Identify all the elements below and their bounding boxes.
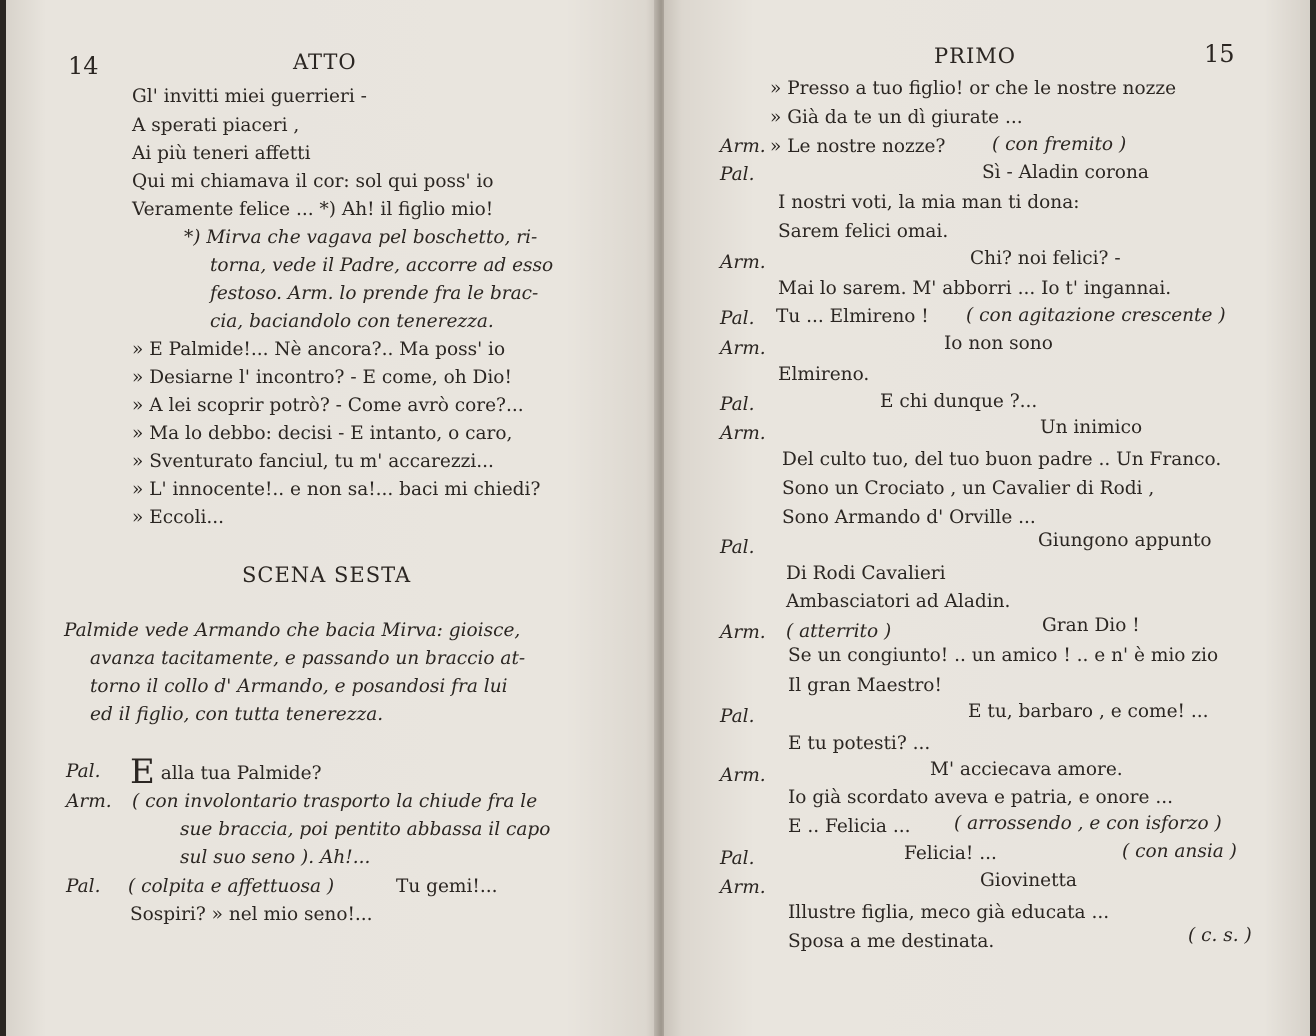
verse-line: Sarem felici omai. xyxy=(778,221,949,242)
stage-direction: cia, baciandolo con tenerezza. xyxy=(210,311,494,332)
dialogue-text: Giovinetta xyxy=(980,870,1077,891)
speaker-label: Arm. xyxy=(720,622,766,643)
stage-direction: festoso. Arm. lo prende fra le brac- xyxy=(210,283,539,304)
speaker-label: Pal. xyxy=(720,164,755,185)
dialogue-text: Sospiri? » nel mio seno!... xyxy=(130,904,373,925)
stage-direction: *) Mirva che vagava pel boschetto, ri- xyxy=(184,227,538,248)
verse-line: Qui mi chiamava il cor: sol qui poss' io xyxy=(132,171,494,192)
dialogue-text: Tu gemi!... xyxy=(396,876,498,897)
verse-line: » Già da te un dì giurate ... xyxy=(770,107,1023,128)
right-page xyxy=(664,0,1310,1036)
dialogue-text: Io non sono xyxy=(944,333,1053,354)
stage-direction: ( c. s. ) xyxy=(1188,925,1252,946)
scene-title: SCENA SESTA xyxy=(242,563,412,587)
verse-line: » Ma lo debbo: decisi - E intanto, o caro, xyxy=(132,423,513,444)
stage-direction: torna, vede il Padre, accorre ad esso xyxy=(210,255,554,276)
drop-initial: E xyxy=(130,752,155,792)
speaker-label: Pal. xyxy=(720,308,755,329)
dialogue-text: » Le nostre nozze? xyxy=(770,136,946,157)
running-header: ATTO xyxy=(293,50,357,74)
verse-line: Mai lo sarem. M' abborri ... Io t' ingannai. xyxy=(778,278,1172,299)
verse-line: Gl' invitti miei guerrieri - xyxy=(132,86,367,107)
page-number: 15 xyxy=(1204,40,1235,68)
dialogue-text: E tu, barbaro , e come! ... xyxy=(968,701,1209,722)
speaker-label: Arm. xyxy=(720,765,766,786)
verse-line: Il gran Maestro! xyxy=(788,675,942,696)
verse-line: Ai più teneri affetti xyxy=(132,143,311,164)
scene-description: torno il collo d' Armando, e posandosi fra lui xyxy=(90,676,508,697)
verse-line: Di Rodi Cavalieri xyxy=(786,563,946,584)
stage-direction: ( con ansia ) xyxy=(1122,841,1237,862)
verse-line: E tu potesti? ... xyxy=(788,733,931,754)
running-header: PRIMO xyxy=(934,44,1016,68)
dialogue-text: E .. Felicia ... xyxy=(788,816,911,837)
dialogue-text: Felicia! ... xyxy=(904,843,997,864)
dialogue-text: Sì - Aladin corona xyxy=(982,162,1149,183)
stage-direction: ( con fremito ) xyxy=(992,134,1127,155)
verse-line: Sono un Crociato , un Cavalier di Rodi , xyxy=(782,478,1155,499)
speaker-label: Arm. xyxy=(66,791,112,812)
dialogue-text: Un inimico xyxy=(1040,417,1143,438)
verse-line: Del culto tuo, del tuo buon padre .. Un Franco. xyxy=(782,449,1222,470)
verse-line: » A lei scoprir potrò? - Come avrò core?... xyxy=(132,395,524,416)
stage-direction: sue braccia, poi pentito abbassa il capo xyxy=(180,819,551,840)
verse-line: Sono Armando d' Orville ... xyxy=(782,507,1036,528)
verse-line: Sposa a me destinata. xyxy=(788,931,995,952)
speaker-label: Arm. xyxy=(720,877,766,898)
stage-direction: ( atterrito ) xyxy=(786,621,892,642)
dialogue-text: Giungono appunto xyxy=(1038,530,1212,551)
stage-direction: ( colpita e affettuosa ) xyxy=(128,876,335,897)
verse-line: » Eccoli... xyxy=(132,507,225,528)
verse-line: Io già scordato aveva e patria, e onore ... xyxy=(788,787,1173,808)
scene-description: ed il figlio, con tutta tenerezza. xyxy=(90,704,384,725)
left-page xyxy=(6,0,658,1036)
verse-line: I nostri voti, la mia man ti dona: xyxy=(778,192,1080,213)
dialogue-text: E chi dunque ?... xyxy=(880,391,1038,412)
dialogue-text: Tu ... Elmireno ! xyxy=(776,306,929,327)
speaker-label: Pal. xyxy=(720,537,755,558)
speaker-label: Pal. xyxy=(720,848,755,869)
speaker-label: Pal. xyxy=(720,706,755,727)
verse-line: » E Palmide!... Nè ancora?.. Ma poss' io xyxy=(132,339,506,360)
speaker-label: Pal. xyxy=(720,394,755,415)
dialogue-text: Chi? noi felici? - xyxy=(970,248,1121,269)
verse-line: Se un congiunto! .. un amico ! .. e n' è mio zio xyxy=(788,645,1219,666)
scene-description: Palmide vede Armando che bacia Mirva: gioisce, xyxy=(64,620,521,641)
verse-line: Illustre figlia, meco già educata ... xyxy=(788,902,1110,923)
speaker-label: Arm. xyxy=(720,136,766,157)
speaker-label: Pal. xyxy=(66,876,101,897)
stage-direction: ( arrossendo , e con isforzo ) xyxy=(954,813,1222,834)
verse-line: » Presso a tuo figlio! or che le nostre nozze xyxy=(770,78,1177,99)
dialogue-text: alla tua Palmide? xyxy=(160,763,322,784)
stage-direction: ( con involontario trasporto la chiude fra le xyxy=(132,791,538,812)
speaker-label: Arm. xyxy=(720,423,766,444)
speaker-label: Arm. xyxy=(720,338,766,359)
verse-line: Ambasciatori ad Aladin. xyxy=(786,591,1011,612)
stage-direction: ( con agitazione crescente ) xyxy=(966,305,1226,326)
dialogue-text: Gran Dio ! xyxy=(1042,615,1140,636)
verse-line: Veramente felice ... *) Ah! il figlio mio! xyxy=(132,199,494,220)
speaker-label: Pal. xyxy=(66,761,101,782)
verse-line: Elmireno. xyxy=(778,364,870,385)
page-number: 14 xyxy=(68,52,99,80)
verse-line: » L' innocente!.. e non sa!... baci mi chiedi? xyxy=(132,479,541,500)
verse-line: » Desiarne l' incontro? - E come, oh Dio! xyxy=(132,367,512,388)
stage-direction: sul suo seno ). Ah!... xyxy=(180,847,371,868)
dialogue-line xyxy=(130,752,322,792)
verse-line: A sperati piaceri , xyxy=(132,115,300,136)
dialogue-text: M' acciecava amore. xyxy=(930,759,1123,780)
verse-line: » Sventurato fanciul, tu m' accarezzi... xyxy=(132,451,494,472)
scene-description: avanza tacitamente, e passando un braccio at- xyxy=(90,648,526,669)
speaker-label: Arm. xyxy=(720,252,766,273)
